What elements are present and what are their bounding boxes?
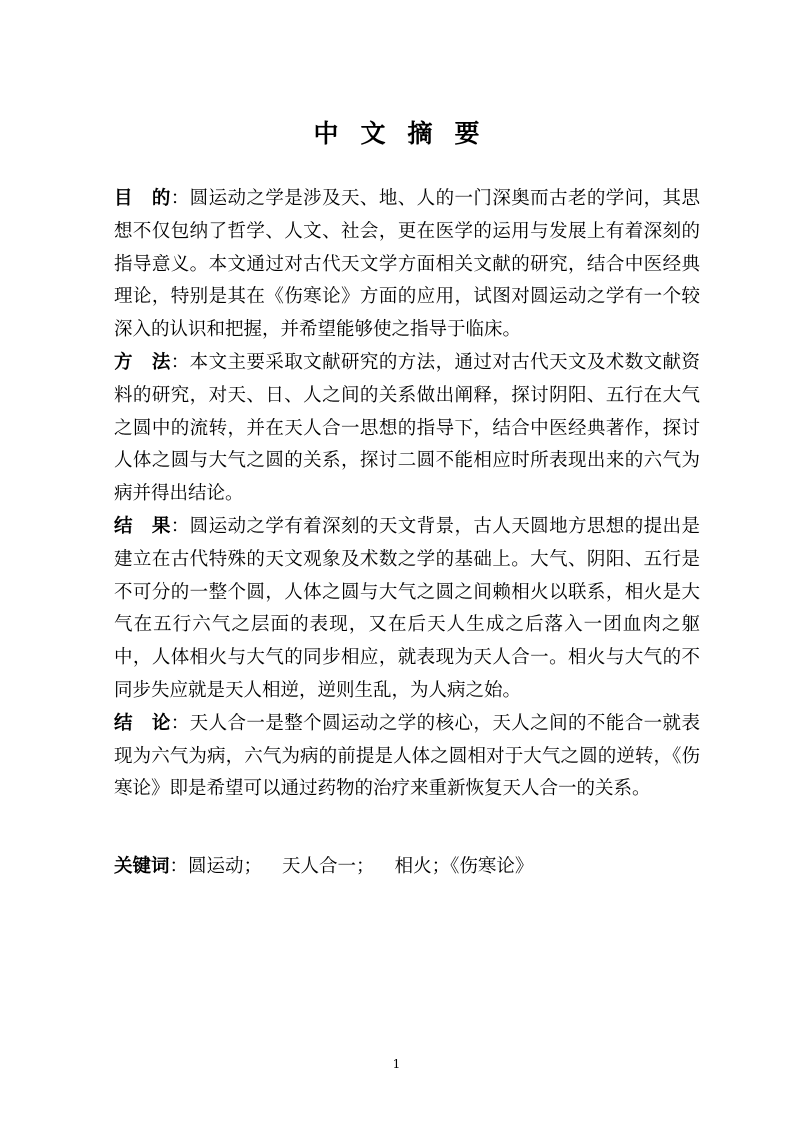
keyword-item: 天人合一；: [282, 856, 375, 877]
section-label-methods: 方 法: [114, 351, 171, 373]
section-text-objective: ：圆运动之学是涉及天、地、人的一门深奥而古老的学问，其思想不仅包纳了哲学、人文、社会，更在医学的运用与发展上有着深刻的指导意义。本文通过对古代天文学方面相关文献的研究，结合中医经典理论，特别是其在《伤寒论》方面的应用，试图对圆运动之学有一个较深入的认识和把握，并希望能够使之指导于临床。: [114, 188, 700, 341]
section-methods: [114, 347, 700, 511]
section-text-methods: ：本文主要采取文献研究的方法，通过对古代天文及术数文献资料的研究，对天、日、人之间的关系做出阐释，探讨阴阳、五行在大气之圆中的流转，并在天人合一思想的指导下，结合中医经典著作，探讨人体之圆与大气之圆的关系，探讨二圆不能相应时所表现出来的六气为病并得出结论。: [114, 351, 700, 505]
section-text-results: ：圆运动之学有着深刻的天文背景，古人天圆地方思想的提出是建立在古代特殊的天文观象及术数之学的基础上。大气、阴阳、五行是不可分的一整个圆，人体之圆与大气之圆之间赖相火以联系，相火是大气在五行六气之层面的表现，又在后天人生成之后落入一团血肉之躯中，人体相火与大气的同步相应，就表现为天人合一。相火与大气的不同步失应就是天人相逆，逆则生乱，为人病之始。: [114, 515, 700, 701]
keyword-item: 相火；《伤寒论》: [394, 856, 534, 877]
section-results: [114, 511, 700, 708]
page-number: 1: [392, 1057, 401, 1071]
abstract-body: [114, 183, 700, 806]
section-label-objective: 目 的: [114, 188, 171, 209]
page-title: 中文摘要: [313, 119, 502, 148]
keywords-label: 关键词: [114, 856, 170, 877]
section-text-conclusion: ：天人合一是整个圆运动之学的核心，天人之间的不能合一就表现为六气为病，六气为病的前提是人体之圆相对于大气之圆的逆转，《伤寒论》即是希望可以通过药物的治疗来重新恢复天人合一的关系。: [114, 712, 700, 800]
keyword-item: 圆运动；: [188, 856, 263, 877]
section-objective: [114, 183, 700, 347]
section-conclusion: [114, 708, 700, 806]
section-label-conclusion: 结 论: [114, 712, 171, 734]
keywords-line: [114, 851, 700, 883]
keywords-colon: ：: [169, 856, 189, 877]
section-label-results: 结 果: [114, 515, 171, 537]
